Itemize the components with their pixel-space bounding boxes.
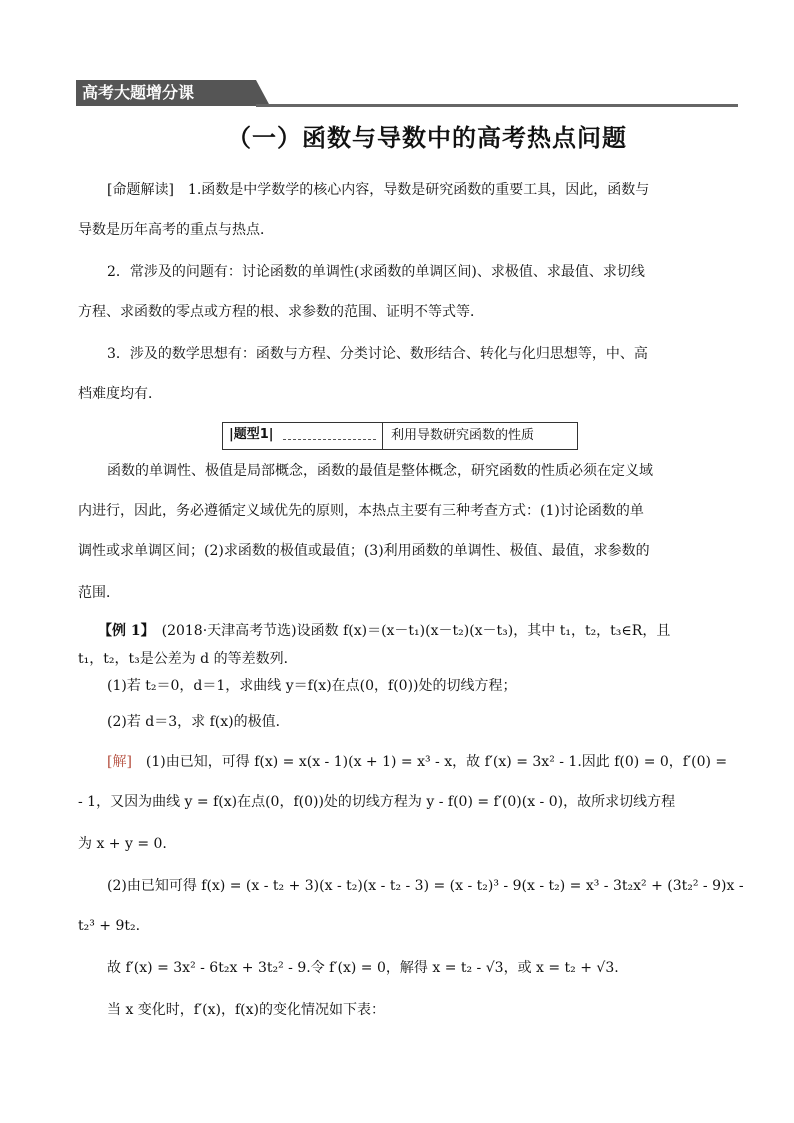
intro-p3-line-2: 档难度均有． — [78, 386, 162, 402]
example-question-1: (1)若 t₂＝0，d＝1，求曲线 y＝f(x)在点(0，f(0))处的切线方程； — [107, 678, 517, 694]
solution-part2-line-4: 当 x 变化时，f′(x)，f(x)的变化情况如下表： — [107, 1002, 385, 1018]
intro-p2-line-1: 2．常涉及的问题有：讨论函数的单调性(求函数的单调区间)、求极值、求最值、求切线 — [107, 264, 645, 280]
type-desc-line-3: 调性或求单调区间；(2)求函数的极值或最值；(3)利用函数的单调性、极值、最值，求参数的 — [78, 543, 650, 559]
question-type-box — [222, 422, 578, 450]
question-type-title: 利用导数研究函数的性质 — [391, 428, 535, 443]
intro-p3-line-1: 3．涉及的数学思想有：函数与方程、分类讨论、数形结合、转化与化归思想等，中、高 — [107, 346, 648, 362]
example-line-2: t₁，t₂，t₃是公差为 d 的等差数列． — [78, 651, 298, 667]
type-desc-line-1: 函数的单调性、极值是局部概念，函数的最值是整体概念，研究函数的性质必须在定义域 — [107, 463, 653, 479]
question-type-number: |题型1| — [229, 427, 274, 442]
solution-tag: [解] — [107, 754, 132, 770]
solution-text: (1)由已知，可得 f(x) = x(x - 1)(x + 1) = x³ - x，故 f′(x) = 3x² - 1.因此 f(0) = 0，f′(0) = — [131, 754, 728, 770]
example-question-2: (2)若 d＝3，求 f(x)的极值． — [107, 714, 290, 730]
intro-line-2: 导数是历年高考的重点与热点． — [78, 222, 274, 238]
question-type-label — [223, 423, 383, 449]
type-desc-line-4: 范围． — [78, 585, 120, 601]
solution-part2-line-2: t₂³ + 9t₂. — [78, 918, 141, 934]
banner-rule — [256, 104, 738, 107]
solution-line-2: - 1，又因为曲线 y = f(x)在点(0，f(0))处的切线方程为 y - f(0) = f′(0)(x - 0)，故所求切线方程 — [78, 794, 676, 810]
dashed-rule — [283, 439, 376, 440]
solution-line-1 — [107, 752, 727, 772]
intro-line-1: [命题解读] 1.函数是中学数学的核心内容，导数是研究函数的重要工具，因此，函数与 — [107, 182, 650, 198]
example-text: (2018·天津高考节选)设函数 f(x)＝(x－t₁)(x－t₂)(x－t₃)，其中 t₁，t₂，t₃∈R，且 — [147, 623, 671, 639]
solution-part2-line-1: (2)由已知可得 f(x) = (x - t₂ + 3)(x - t₂)(x - t₂ - 3) = (x - t₂)³ - 9(x - t₂) = x³ - 3t₂x² + (3t₂² - 9)x - — [107, 878, 744, 894]
solution-line-3: 为 x + y = 0. — [78, 836, 167, 852]
section-banner-label: 高考大题增分课 — [76, 80, 256, 106]
intro-p2-line-2: 方程、求函数的零点或方程的根、求参数的范围、证明不等式等． — [78, 304, 484, 320]
example-line-1 — [98, 621, 670, 641]
solution-part2-line-3: 故 f′(x) = 3x² - 6t₂x + 3t₂² - 9.令 f′(x) = 0，解得 x = t₂ - √3，或 x = t₂ + √3. — [107, 960, 619, 976]
type-desc-line-2: 内进行，因此，务必遵循定义域优先的原则，本热点主要有三种考查方式：(1)讨论函数的单 — [78, 503, 644, 519]
section-banner — [76, 80, 738, 108]
page-title: （一）函数与导数中的高考热点问题 — [227, 124, 627, 152]
example-tag: 【例 1】 — [98, 623, 148, 639]
